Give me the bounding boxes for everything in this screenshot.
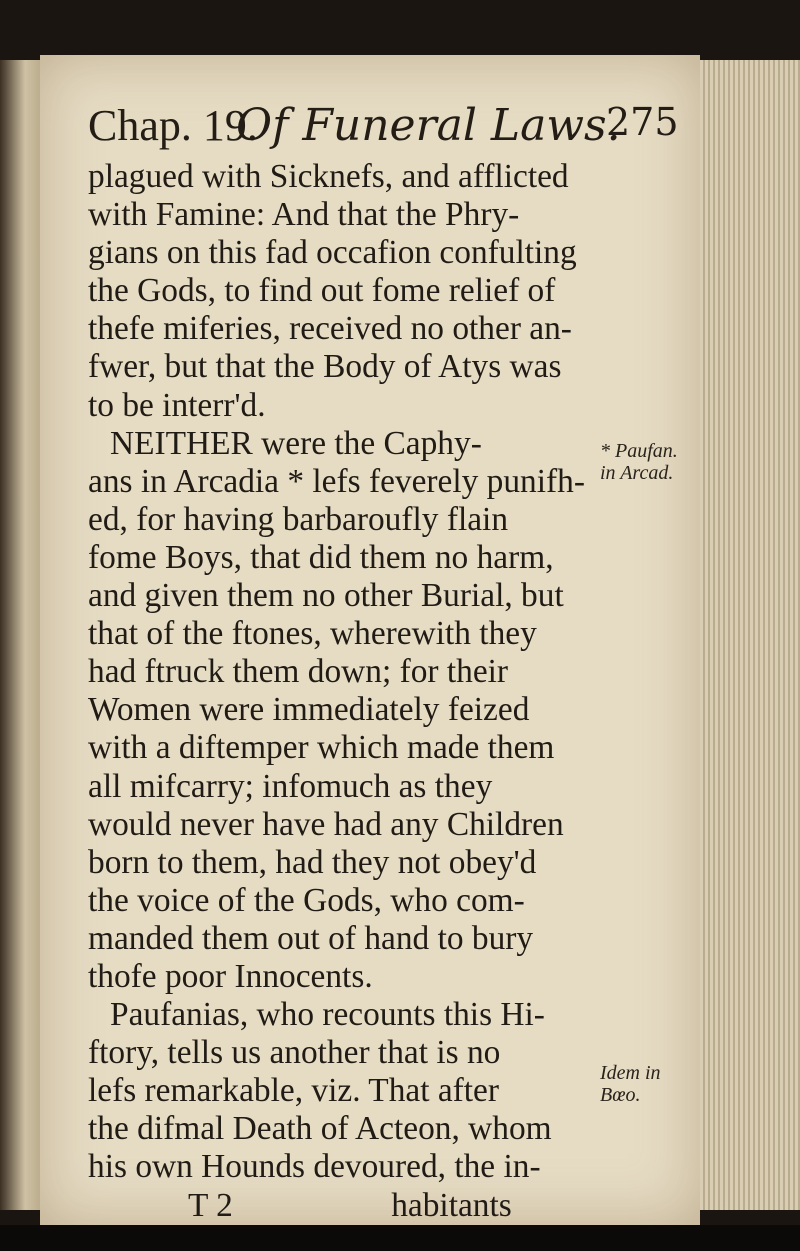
running-header	[88, 100, 688, 150]
body-text	[88, 158, 648, 1225]
signature-mark: T 2	[188, 1186, 233, 1224]
paragraph-start: NEITHER were the Caphy-	[110, 424, 482, 462]
catchword: habitants	[391, 1186, 512, 1224]
text-line: and given them no other Burial, but	[88, 577, 564, 615]
text-line: manded them out of hand to bury	[88, 919, 534, 957]
page-stack-edge	[700, 60, 800, 1210]
catchline	[88, 1187, 648, 1225]
text-line: the voice of the Gods, who com-	[88, 881, 525, 919]
text-line: would never have had any Children	[88, 805, 564, 843]
text-line: fome Boys, that did them no harm,	[88, 538, 554, 576]
page-number: 275	[606, 100, 679, 144]
text-line: the Gods, to find out fome relief of	[88, 272, 556, 310]
text-line: born to them, had they not obey'd	[88, 843, 537, 881]
margin-note: Idem in Bœo.	[600, 1062, 661, 1106]
text-line: fwer, but that the Body of Atys was	[88, 348, 562, 386]
text-line: ftory, tells us another that is no	[88, 1034, 501, 1072]
text-line: gians on this fad occafion confulting	[88, 234, 577, 272]
text-line: his own Hounds devoured, the in-	[88, 1148, 541, 1186]
text-line: ans in Arcadia * lefs feverely punifh-	[88, 462, 585, 500]
text-line: plagued with Sicknefs, and afflicted	[88, 158, 569, 195]
text-line: all mifcarry; infomuch as they	[88, 767, 493, 805]
text-line: lefs remarkable, viz. That after	[88, 1072, 499, 1110]
chapter-label: Chap. 19.	[88, 101, 258, 150]
text-line: that of the ftones, wherewith they	[88, 615, 537, 653]
text-line: thofe poor Innocents.	[88, 957, 373, 995]
book-left-edge	[0, 60, 42, 1210]
text-line: Women were immediately feized	[88, 691, 530, 729]
text-line: the difmal Death of Acteon, whom	[88, 1110, 552, 1148]
text-line: had ftruck them down; for their	[88, 653, 509, 691]
text-line: to be interr'd.	[88, 386, 266, 424]
margin-note: * Paufan. in Arcad.	[600, 440, 678, 484]
text-line: with Famine: And that the Phry-	[88, 196, 520, 234]
paragraph-start: Paufanias, who recounts this Hi-	[110, 996, 545, 1034]
bottom-shadow	[0, 1225, 800, 1251]
text-line: ed, for having barbaroufly flain	[88, 500, 509, 538]
text-line: thefe miferies, received no other an-	[88, 310, 572, 348]
text-line: with a diftemper which made them	[88, 729, 555, 767]
running-title: Of Funeral Laws.	[236, 100, 621, 151]
